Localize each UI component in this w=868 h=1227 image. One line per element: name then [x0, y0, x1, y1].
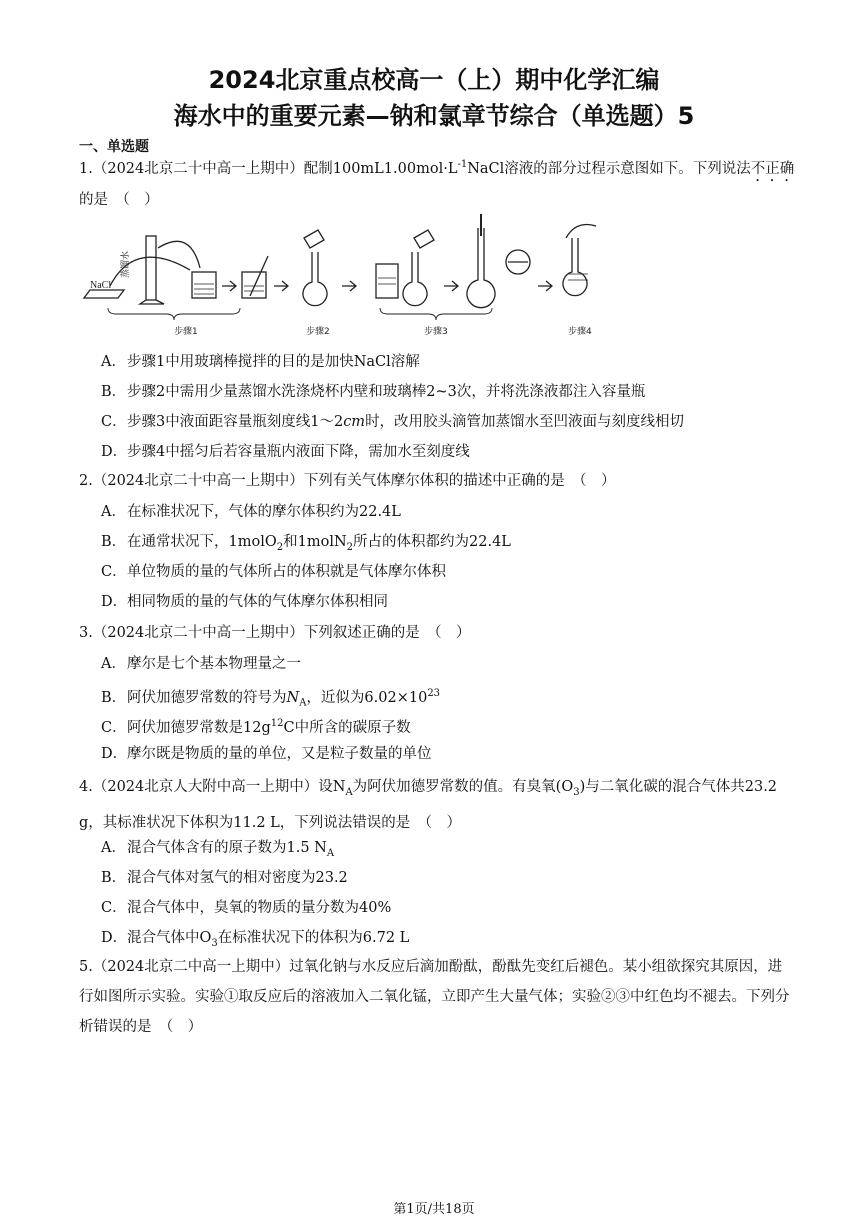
stem-text: 的是 （ ）	[79, 191, 159, 208]
step1-label: 步骤1	[174, 327, 198, 337]
option-letter: D．	[101, 594, 128, 610]
q4-option-d	[101, 928, 801, 954]
q4-option-a	[101, 838, 801, 864]
question-source: （2024北京二中高一上期中）	[92, 959, 290, 975]
beaker-stirring-icon	[242, 272, 266, 298]
option-letter: D．	[101, 746, 128, 762]
option-text: 步骤3中液面距容量瓶刻度线1～2	[127, 414, 344, 430]
question-source: （2024北京二十中高一上期中）	[92, 473, 304, 489]
step3-label: 步骤3	[424, 327, 448, 337]
q2-option-d	[101, 592, 801, 612]
subscript: A	[345, 786, 353, 798]
subscript: A	[326, 847, 335, 859]
superscript: 23	[427, 688, 441, 699]
question-number: 1.	[79, 160, 93, 177]
q2-option-a	[101, 502, 801, 522]
subscript: 2	[346, 541, 354, 553]
shaking-flask-icon	[563, 238, 587, 296]
stem-text: 为阿伏加德罗常数的值。有臭氧(O	[352, 779, 574, 795]
option-text: 步骤2中需用少量蒸馏水洗涤烧杯内壁和玻璃棒2~3次，并将洗涤液都注入容量瓶	[127, 384, 646, 400]
subscript: 2	[276, 541, 284, 553]
question-number: 5.	[79, 959, 93, 975]
section-heading: 一、单选题	[79, 139, 149, 155]
option-text: 在标准状况下的体积为6.72 L	[217, 930, 410, 946]
document-subtitle: 海水中的重要元素—钠和氯章节综合（单选题）5	[173, 102, 695, 130]
option-text: 步骤1中用玻璃棒搅拌的目的是加快NaCl溶解	[127, 354, 420, 370]
option-unit: cm	[343, 414, 366, 430]
stem-text: 下列有关气体摩尔体积的描述中正确的是 （ ）	[303, 473, 616, 489]
stem-text: 设N	[318, 779, 346, 795]
option-letter: A．	[101, 504, 126, 520]
question-number: 3.	[79, 625, 93, 641]
q1-option-b	[101, 382, 801, 402]
q1-procedure-figure	[80, 208, 620, 340]
stem-text: NaCl溶液的部分过程示意图如下。下列说法	[467, 160, 751, 177]
question-source: （2024北京人大附中高一上期中）	[92, 779, 319, 795]
q1-option-d	[101, 442, 801, 462]
option-letter: B．	[101, 384, 127, 400]
option-letter: A．	[101, 354, 126, 370]
question-1	[79, 150, 795, 215]
option-text: 混合气体中O	[127, 930, 212, 946]
question-1-stem	[79, 150, 795, 215]
nacl-label: NaCl	[90, 280, 112, 291]
option-letter: B．	[101, 870, 127, 886]
option-letter: A．	[101, 840, 126, 856]
option-text: ，近似为6.02×10	[306, 689, 428, 706]
option-text: C中所含的碳原子数	[283, 719, 411, 736]
question-source: （2024北京二十中高一上期中）	[92, 160, 304, 177]
superscript: 12	[270, 718, 284, 729]
emphasis-text: 不正确	[750, 160, 795, 177]
option-text: 阿伏加德罗常数的符号为	[127, 689, 287, 706]
question-source: （2024北京二十中高一上期中）	[92, 625, 304, 641]
document-title: 2024北京重点校高一（上）期中化学汇编	[208, 66, 660, 94]
option-letter: B．	[101, 534, 127, 550]
question-4	[79, 772, 795, 838]
subscript: A	[299, 697, 307, 709]
question-2	[79, 466, 795, 496]
water-label: 蒸馏水	[121, 250, 131, 278]
option-text: 混合气体中，臭氧的物质的量分数为40%	[127, 900, 392, 916]
symbol-na: N	[286, 689, 300, 706]
option-text: 单位物质的量的气体所占的体积就是气体摩尔体积	[127, 564, 446, 580]
q2-option-c	[101, 562, 801, 582]
option-text: 混合气体对氢气的相对密度为23.2	[127, 870, 348, 886]
graduated-cylinder-icon	[146, 236, 156, 300]
q4-option-c	[101, 898, 801, 918]
page-footer: 第1页/共18页	[393, 1202, 475, 1217]
question-4-stem	[79, 772, 795, 838]
option-text: 混合气体含有的原子数为1.5 N	[127, 840, 327, 856]
option-text: 和1molN	[283, 534, 347, 550]
subscript: 3	[211, 937, 218, 949]
weighing-paper-icon	[84, 290, 124, 298]
q3-option-d	[101, 744, 801, 764]
subscript: 3	[573, 786, 580, 798]
flask-dropper-icon	[467, 228, 495, 308]
q3-option-b	[101, 684, 801, 714]
question-3-stem	[79, 618, 795, 648]
question-5	[79, 952, 795, 1042]
q1-option-a	[101, 352, 801, 372]
volumetric-flask-icon	[303, 252, 327, 306]
option-letter: C．	[101, 414, 127, 430]
option-letter: D．	[101, 444, 128, 460]
q3-option-c	[101, 714, 801, 738]
question-2-stem	[79, 466, 795, 496]
q3-option-a	[101, 654, 801, 674]
reagent-bottle-icon	[376, 264, 398, 298]
option-text: 在标准状况下，气体的摩尔体积约为22.4L	[127, 504, 401, 520]
q4-option-b	[101, 868, 801, 888]
option-text: 时，改用胶头滴管加蒸馏水至凹液面与刻度线相切	[365, 414, 685, 430]
stem-text: )与二氧化碳的混合气体共23.2 g，其标准状况下体积为11.2 L，下列说法错误的是 （ ）	[79, 779, 778, 831]
step2-label: 步骤2	[306, 327, 330, 337]
option-text: 阿伏加德罗常数是12g	[127, 719, 271, 736]
option-text: 步骤4中摇匀后若容量瓶内液面下降，需加水至刻度线	[127, 444, 470, 460]
q2-option-b	[101, 532, 801, 558]
stem-text: 配制100mL1.00mol·L	[303, 160, 458, 177]
question-5-stem	[79, 952, 795, 1042]
question-3	[79, 618, 795, 648]
option-letter: B．	[101, 689, 127, 706]
option-letter: C．	[101, 564, 127, 580]
question-number: 4.	[79, 779, 93, 795]
option-letter: D．	[101, 930, 128, 946]
option-text: 所占的体积都约为22.4L	[353, 534, 511, 550]
superscript: -1	[457, 159, 468, 170]
option-letter: C．	[101, 900, 127, 916]
option-letter: A．	[101, 656, 126, 672]
q1-option-c	[101, 412, 801, 432]
stem-text: 过氧化钠与水反应后滴加酚酞，酚酞先变红后褪色。某小组欲探究其原因，进行如图所示实验。实验①取反应后的溶液加入二氧化锰，立即产生大量气体；实验②③中红色均不褪去。下列分析错误的是 （ ）	[79, 959, 790, 1035]
question-number: 2.	[79, 473, 93, 489]
step4-label: 步骤4	[568, 327, 592, 337]
option-text: 相同物质的量的气体的气体摩尔体积相同	[127, 594, 388, 610]
option-letter: C．	[101, 719, 127, 736]
stem-text: 下列叙述正确的是 （ ）	[303, 625, 471, 641]
option-text: 摩尔是七个基本物理量之一	[127, 656, 301, 672]
option-text: 在通常状况下，1molO	[127, 534, 277, 550]
option-text: 摩尔既是物质的量的单位，又是粒子数量的单位	[127, 746, 432, 762]
